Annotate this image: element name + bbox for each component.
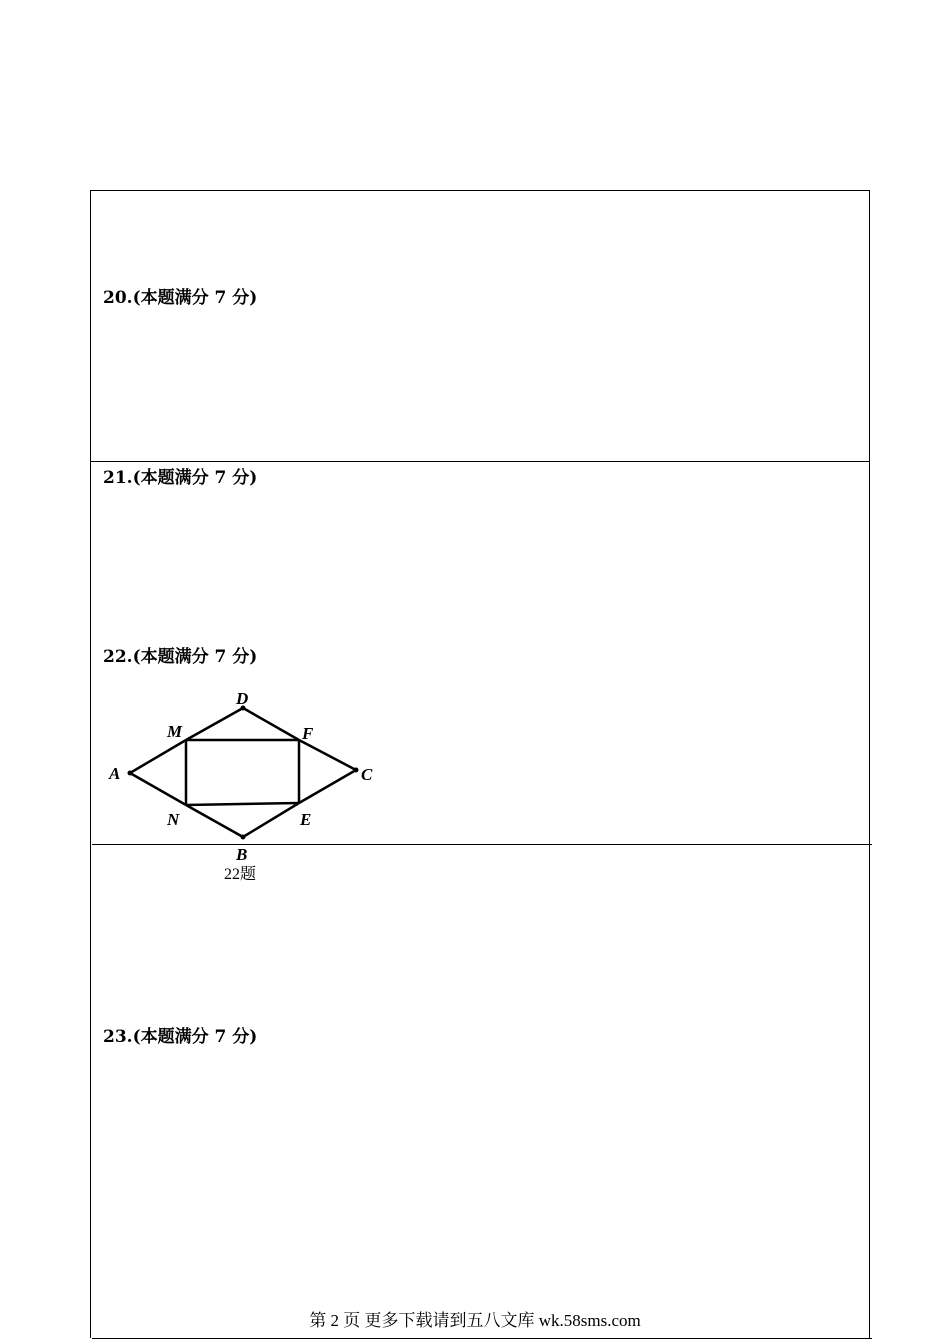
- segment-EN: [186, 803, 299, 805]
- point-label-C: C: [361, 765, 373, 784]
- point-label-B: B: [236, 845, 248, 864]
- point-label-N: N: [167, 810, 180, 829]
- rhombus-ABCD: [130, 708, 356, 837]
- question-21-label: 21.(本题满分 7 分): [103, 468, 258, 488]
- figure-caption: 22题: [224, 866, 257, 883]
- vertex-dot-B: [241, 835, 246, 840]
- segment-BN: [186, 805, 243, 837]
- segment-CE: [299, 770, 356, 803]
- segment-EB: [243, 803, 299, 837]
- segment-FC: [299, 740, 356, 770]
- vertex-dots: [128, 706, 359, 840]
- page-footer: 第 2 页 更多下载请到五八文库 wk.58sms.com: [309, 1311, 641, 1330]
- segment-NA: [130, 773, 186, 805]
- question-20-label: 20.(本题满分 7 分): [103, 288, 258, 308]
- point-label-D: D: [236, 689, 249, 708]
- point-label-M: M: [167, 722, 183, 741]
- segment-MD: [186, 708, 243, 740]
- point-label-E: E: [300, 810, 312, 829]
- vertex-dot-C: [354, 768, 359, 773]
- section-divider-21: [90, 461, 870, 462]
- point-label-A: A: [109, 764, 121, 783]
- segment-AM: [130, 740, 186, 773]
- question-23-label: 23.(本题满分 7 分): [103, 1027, 258, 1047]
- point-label-F: F: [302, 724, 314, 743]
- question-22-label: 22.(本题满分 7 分): [103, 647, 258, 667]
- rhombus-rectangle-figure: [100, 685, 390, 885]
- segment-DF: [243, 708, 299, 740]
- bottom-border: [92, 1338, 872, 1339]
- vertex-dot-A: [128, 771, 133, 776]
- rectangle-MFEN: [186, 740, 299, 805]
